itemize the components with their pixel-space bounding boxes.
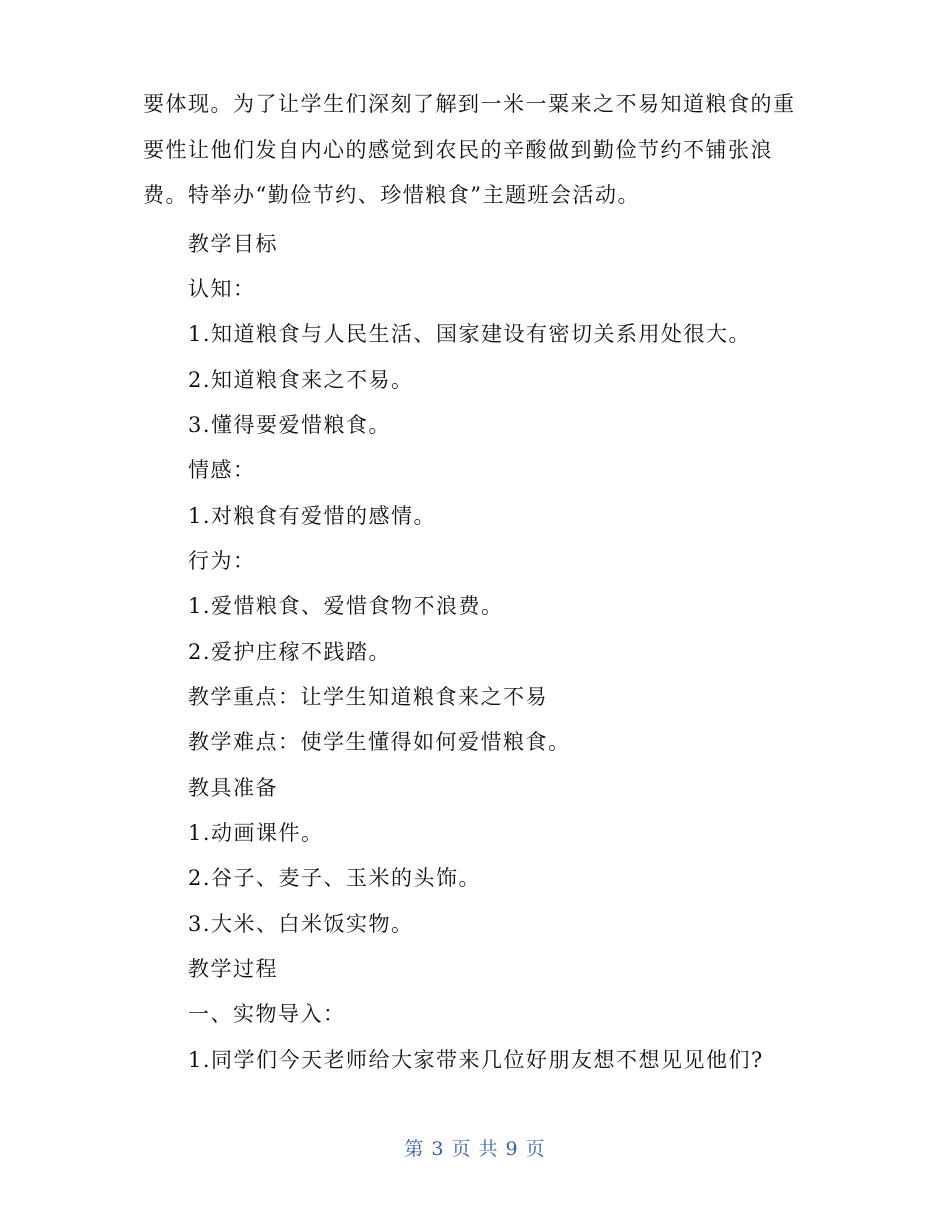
behavior-item-2: 2.爱护庄稼不践踏。 xyxy=(188,640,392,664)
heading-process: 教学过程 xyxy=(188,957,278,981)
intro-paragraph: 要体现。为了让学生们深刻了解到一米一粟来之不易知道粮食的重要性让他们发自内心的感觉到农民的辛酸做到勤俭节约不铺张浪费。特举办“勤俭节约、珍惜粮食”主题班会活动。 xyxy=(143,92,796,207)
emotion-item-1: 1.对粮食有爱惜的感情。 xyxy=(188,504,437,528)
heading-materials: 教具准备 xyxy=(188,776,278,800)
process-section-1: 一、实物导入： xyxy=(188,1002,346,1026)
teaching-key-point: 教学重点：让学生知道粮食来之不易 xyxy=(188,685,548,709)
cognition-item-2: 2.知道粮食来之不易。 xyxy=(188,368,414,392)
teaching-difficulty: 教学难点：使学生懂得如何爱惜粮食。 xyxy=(188,730,571,754)
emotion-label: 情感： xyxy=(188,458,256,482)
process-item-1: 1.同学们今天老师给大家带来几位好朋友想不想见见他们? xyxy=(188,1048,764,1072)
materials-item-2: 2.谷子、麦子、玉米的头饰。 xyxy=(188,866,482,890)
materials-item-3: 3.大米、白米饭实物。 xyxy=(188,912,414,936)
behavior-item-1: 1.爱惜粮食、爱惜食物不浪费。 xyxy=(188,594,504,618)
cognition-item-3: 3.懂得要爱惜粮食。 xyxy=(188,413,392,437)
page-number-footer: 第 3 页 共 9 页 xyxy=(404,1138,546,1160)
behavior-label: 行为： xyxy=(188,549,256,573)
cognition-item-1: 1.知道粮食与人民生活、国家建设有密切关系用处很大。 xyxy=(188,322,752,346)
cognition-label: 认知： xyxy=(188,277,256,301)
heading-teaching-goals: 教学目标 xyxy=(188,232,278,256)
materials-item-1: 1.动画课件。 xyxy=(188,821,324,845)
